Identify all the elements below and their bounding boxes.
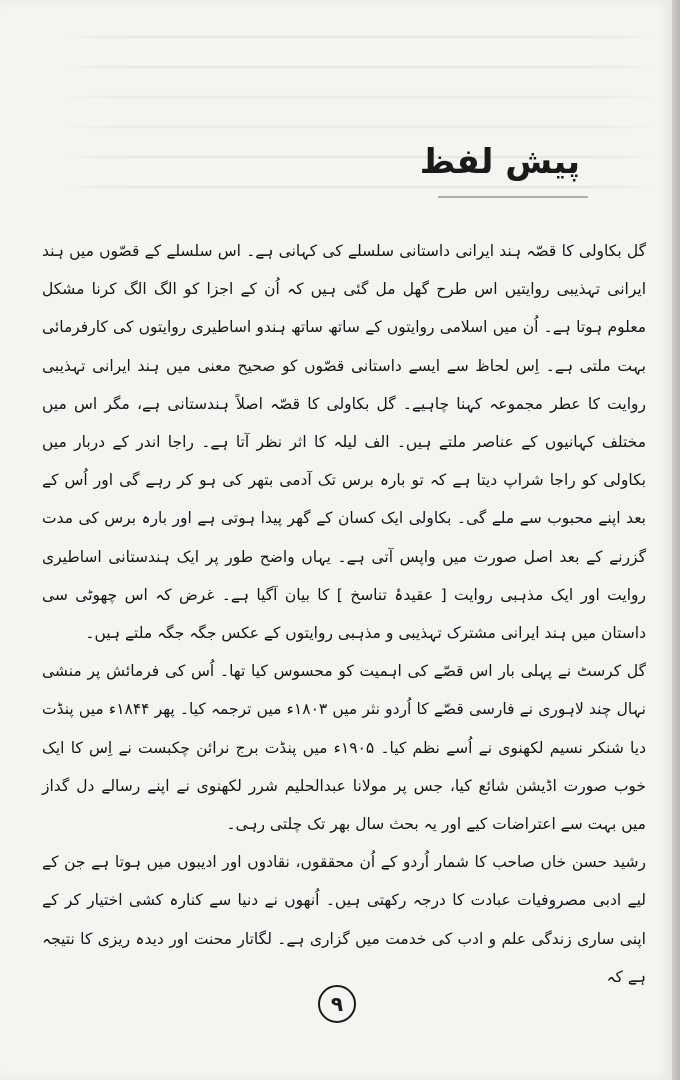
heading-flourish — [438, 196, 588, 198]
paragraph-2: گل کرسٹ نے پہلی بار اس قصّے کی اہمیت کو محسوس کیا تھا۔ اُس کی فرمائش پر منشی نہال چند لاہوری نے فارسی قصّے کا اُردو نثر میں ۱۸۰۳ء میں ترجمہ کیا۔ پھر ۱۸۴۴ء میں پنڈت دیا شنکر نسیم لکھنوی نے اُسے نظم کیا۔ ۱۹۰۵ء میں پنڈت برج نرائن چکبست نے اِس کا ایک خوب صورت اڈیشن شائع کیا، جس پر مولانا عبدالحلیم شرر لکھنوی نے اپنے رسالے دل گداز میں بہت سے اعتراضات کیے اور یہ بحث سال بھر تک چلتی رہی۔ — [42, 662, 646, 834]
paragraph-1: گل بکاولی کا قصّہ ہند ایرانی داستانی سلسلے کی کہانی ہے۔ اس سلسلے کے قصّوں میں ہند ایرانی تہذیبی روایتیں اس طرح گھل مل گئی ہیں کہ اُن کے اجزا کو الگ الگ کرنا مشکل معلوم ہوتا ہے۔ اُن میں اسلامی روایتوں کے ساتھ ساتھ ہندو اساطیری روایتوں کی کارفرمائی بہت ملتی ہے۔ اِس لحاظ سے ایسے داستانی قصّوں کو صحیح معنی میں ہند ایرانی تہذیبی روایت کا عطر مجموعہ کہنا چاہیے۔ گل بکاولی کا قصّہ اصلاً ہندستانی ہے، مگر اس میں مختلف کہانیوں کے عناصر ملتے ہیں۔ الف لیلہ کا اثر نظر آتا ہے۔ راجا اندر کے دربار میں بکاولی کو راجا شراپ دیتا ہے کہ تو بارہ برس تک آدمی بتھر کی ہو کر رہے گی اور اُس کے بعد اپنے محبوب سے ملے گی۔ بکاولی ایک کسان کے گھر پیدا ہوتی ہے اور بارہ برس کی مدت گزرنے کے بعد اصل صورت میں واپس آتی ہے۔ یہاں واضح طور پر ایک ہندستانی اساطیری روایت اور ایک مذہبی روایت [ عقیدۂ تناسخ ] کا بیان آگیا ہے۔ غرض کہ اس چھوٹی سی داستان میں ہند ایرانی مشترک تہذیبی و مذہبی روایتوں کے عکس جگہ جگہ ملتے ہیں۔ — [42, 242, 646, 643]
page-edge — [672, 0, 680, 1080]
body-text — [42, 232, 646, 996]
page-number-circle — [318, 985, 356, 1023]
page-heading: پیش لفظ — [419, 142, 580, 182]
paragraph-3: رشید حسن خاں صاحب کا شمار اُردو کے اُن محققوں، نقادوں اور ادیبوں میں ہوتا ہے جن کے لیے ادبی مصروفیات عبادت کا درجہ رکھتی ہیں۔ اُنھوں نے دنیا سے کنارہ کشی اختیار کر کے اپنی ساری زندگی علم و ادب کی خدمت میں گزاری ہے۔ لگاتار محنت اور دیدہ ریزی کا نتیجہ ہے کہ — [42, 853, 646, 986]
page-number: ۹ — [330, 992, 344, 1016]
bleed-through-text — [60, 36, 660, 236]
